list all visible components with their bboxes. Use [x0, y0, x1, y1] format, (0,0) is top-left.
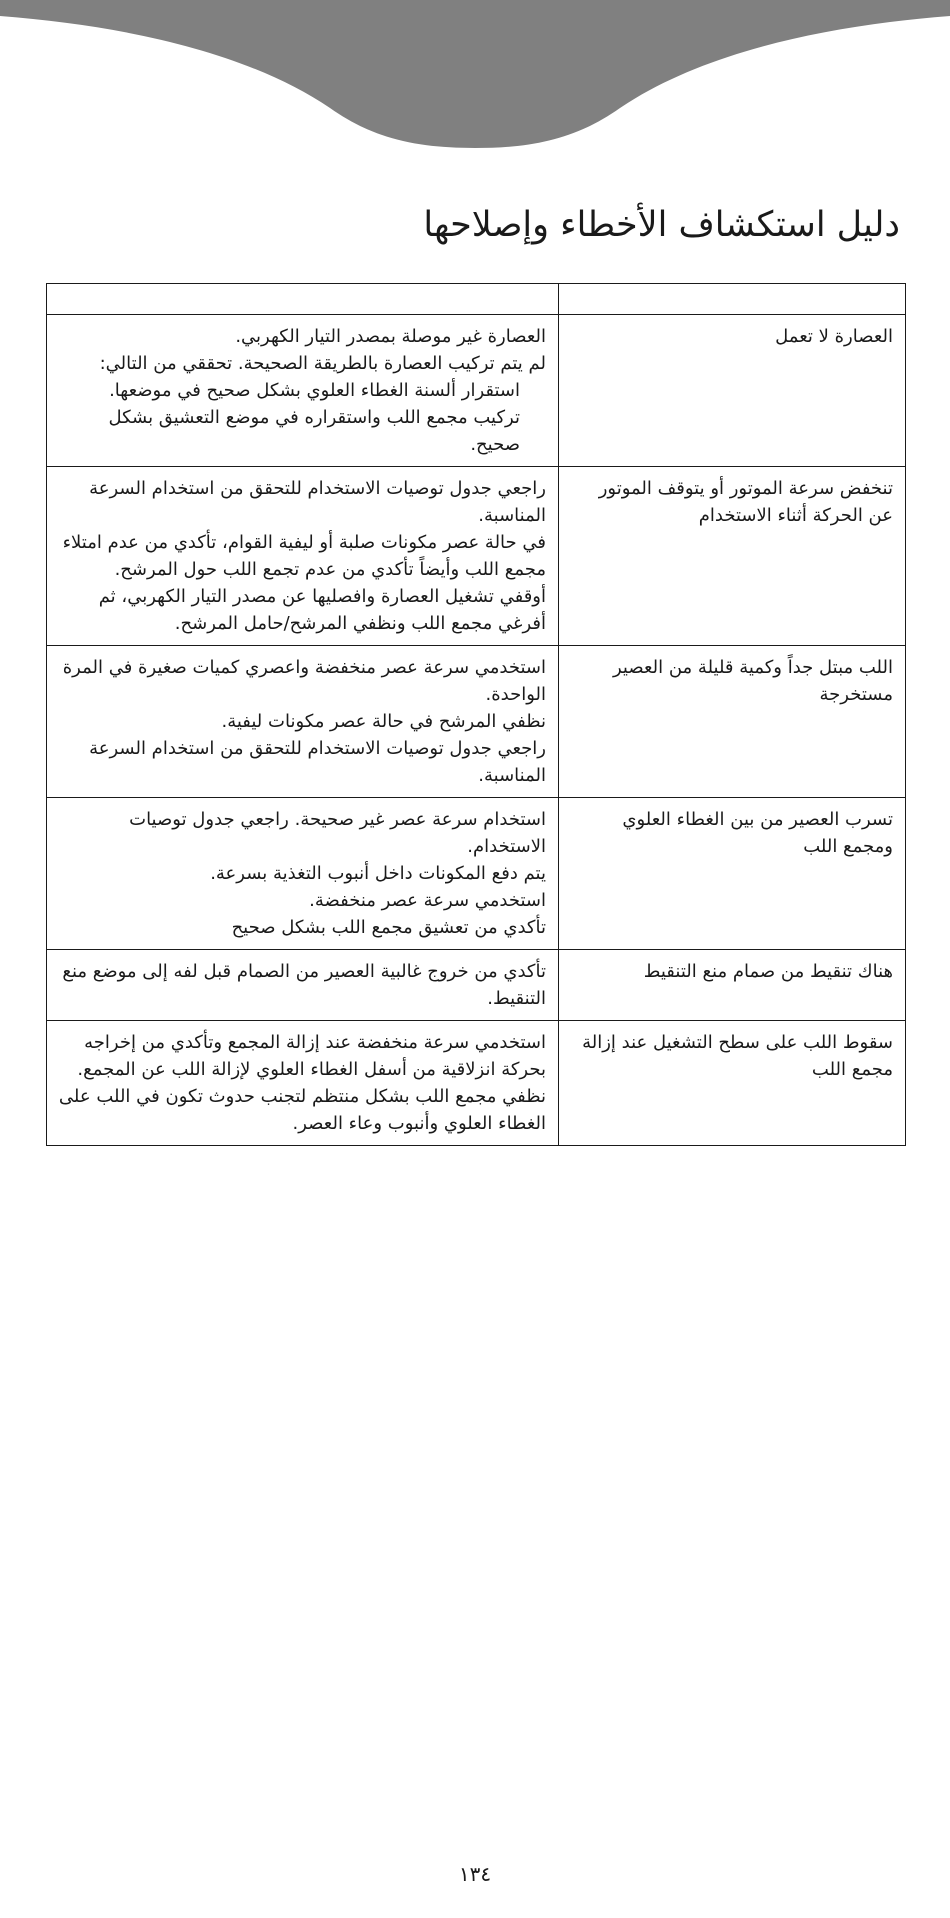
problem-cell: تنخفض سرعة الموتور أو يتوقف الموتور عن الحركة أثناء الاستخدام — [559, 467, 906, 646]
solution-line: تأكدي من تعشيق مجمع اللب بشكل صحيح — [231, 917, 546, 938]
solution-line: في حالة عصر مكونات صلبة أو ليفية القوام، تأكدي من عدم امتلاء مجمع اللب وأيضاً تأكدي من عدم تجمع اللب حول المرشح. — [62, 532, 546, 580]
page-number: ١٣٤ — [458, 1862, 492, 1886]
solution-line: العصارة غير موصلة بمصدر التيار الكهربي. — [235, 326, 546, 347]
solution-line: لم يتم تركيب العصارة بالطريقة الصحيحة. تحققي من التالي: — [99, 353, 546, 374]
solution-line: استخدمي سرعة عصر منخفضة واعصري كميات صغيرة في المرة الواحدة. — [62, 657, 546, 705]
solution-cell — [47, 646, 559, 798]
solution-line: راجعي جدول توصيات الاستخدام للتحقق من استخدام السرعة المناسبة. — [89, 738, 546, 786]
problem-cell: تسرب العصير من بين الغطاء العلوي ومجمع اللب — [559, 798, 906, 950]
solution-line: استخدمي سرعة منخفضة عند إزالة المجمع وتأكدي من إخراجه بحركة انزلاقية من أسفل الغطاء العلوي لإزالة اللب عن المجمع. — [77, 1032, 546, 1080]
solution-line: أوقفي تشغيل العصارة وافصليها عن مصدر التيار الكهربي، ثم أفرغي مجمع اللب ونظفي المرشح/حامل المرشح. — [98, 586, 546, 634]
solution-cell — [47, 950, 559, 1021]
table-row — [47, 315, 906, 467]
solution-cell — [47, 315, 559, 467]
solution-sub-item: تركيب مجمع اللب واستقراره في موضع التعشيق بشكل صحيح. — [108, 407, 520, 455]
problem-cell: العصارة لا تعمل — [559, 315, 906, 467]
solution-cell — [47, 798, 559, 950]
solution-line: نظفي المرشح في حالة عصر مكونات ليفية. — [221, 711, 546, 732]
solution-cell — [47, 1021, 559, 1146]
header-wave-decoration — [0, 0, 950, 150]
table-row — [47, 798, 906, 950]
solution-line: استخدمي سرعة عصر منخفضة. — [309, 890, 546, 911]
solution-line: تأكدي من خروج غالبية العصير من الصمام قبل لفه إلى موضع منع التنقيط. — [62, 961, 546, 1009]
solution-line: راجعي جدول توصيات الاستخدام للتحقق من استخدام السرعة المناسبة. — [89, 478, 546, 526]
table-header-solution — [47, 284, 559, 315]
troubleshooting-table — [46, 283, 906, 1146]
solution-cell — [47, 467, 559, 646]
table-row — [47, 1021, 906, 1146]
problem-cell: اللب مبتل جداً وكمية قليلة من العصير مستخرجة — [559, 646, 906, 798]
table-row — [47, 467, 906, 646]
page-title: دليل استكشاف الأخطاء وإصلاحها — [423, 205, 900, 245]
table-header-problem — [559, 284, 906, 315]
solution-line: استخدام سرعة عصر غير صحيحة. راجعي جدول توصيات الاستخدام. — [129, 809, 546, 857]
solution-sub-item: استقرار ألسنة الغطاء العلوي بشكل صحيح في موضعها. — [109, 380, 520, 401]
solution-line: نظفي مجمع اللب بشكل منتظم لتجنب حدوث تكون في اللب على الغطاء العلوي وأنبوب وعاء العصر. — [58, 1086, 546, 1134]
table-row — [47, 646, 906, 798]
table-row — [47, 950, 906, 1021]
table-header-row — [47, 284, 906, 315]
solution-line: يتم دفع المكونات داخل أنبوب التغذية بسرعة. — [210, 863, 546, 884]
problem-cell: سقوط اللب على سطح التشغيل عند إزالة مجمع اللب — [559, 1021, 906, 1146]
problem-cell: هناك تنقيط من صمام منع التنقيط — [559, 950, 906, 1021]
